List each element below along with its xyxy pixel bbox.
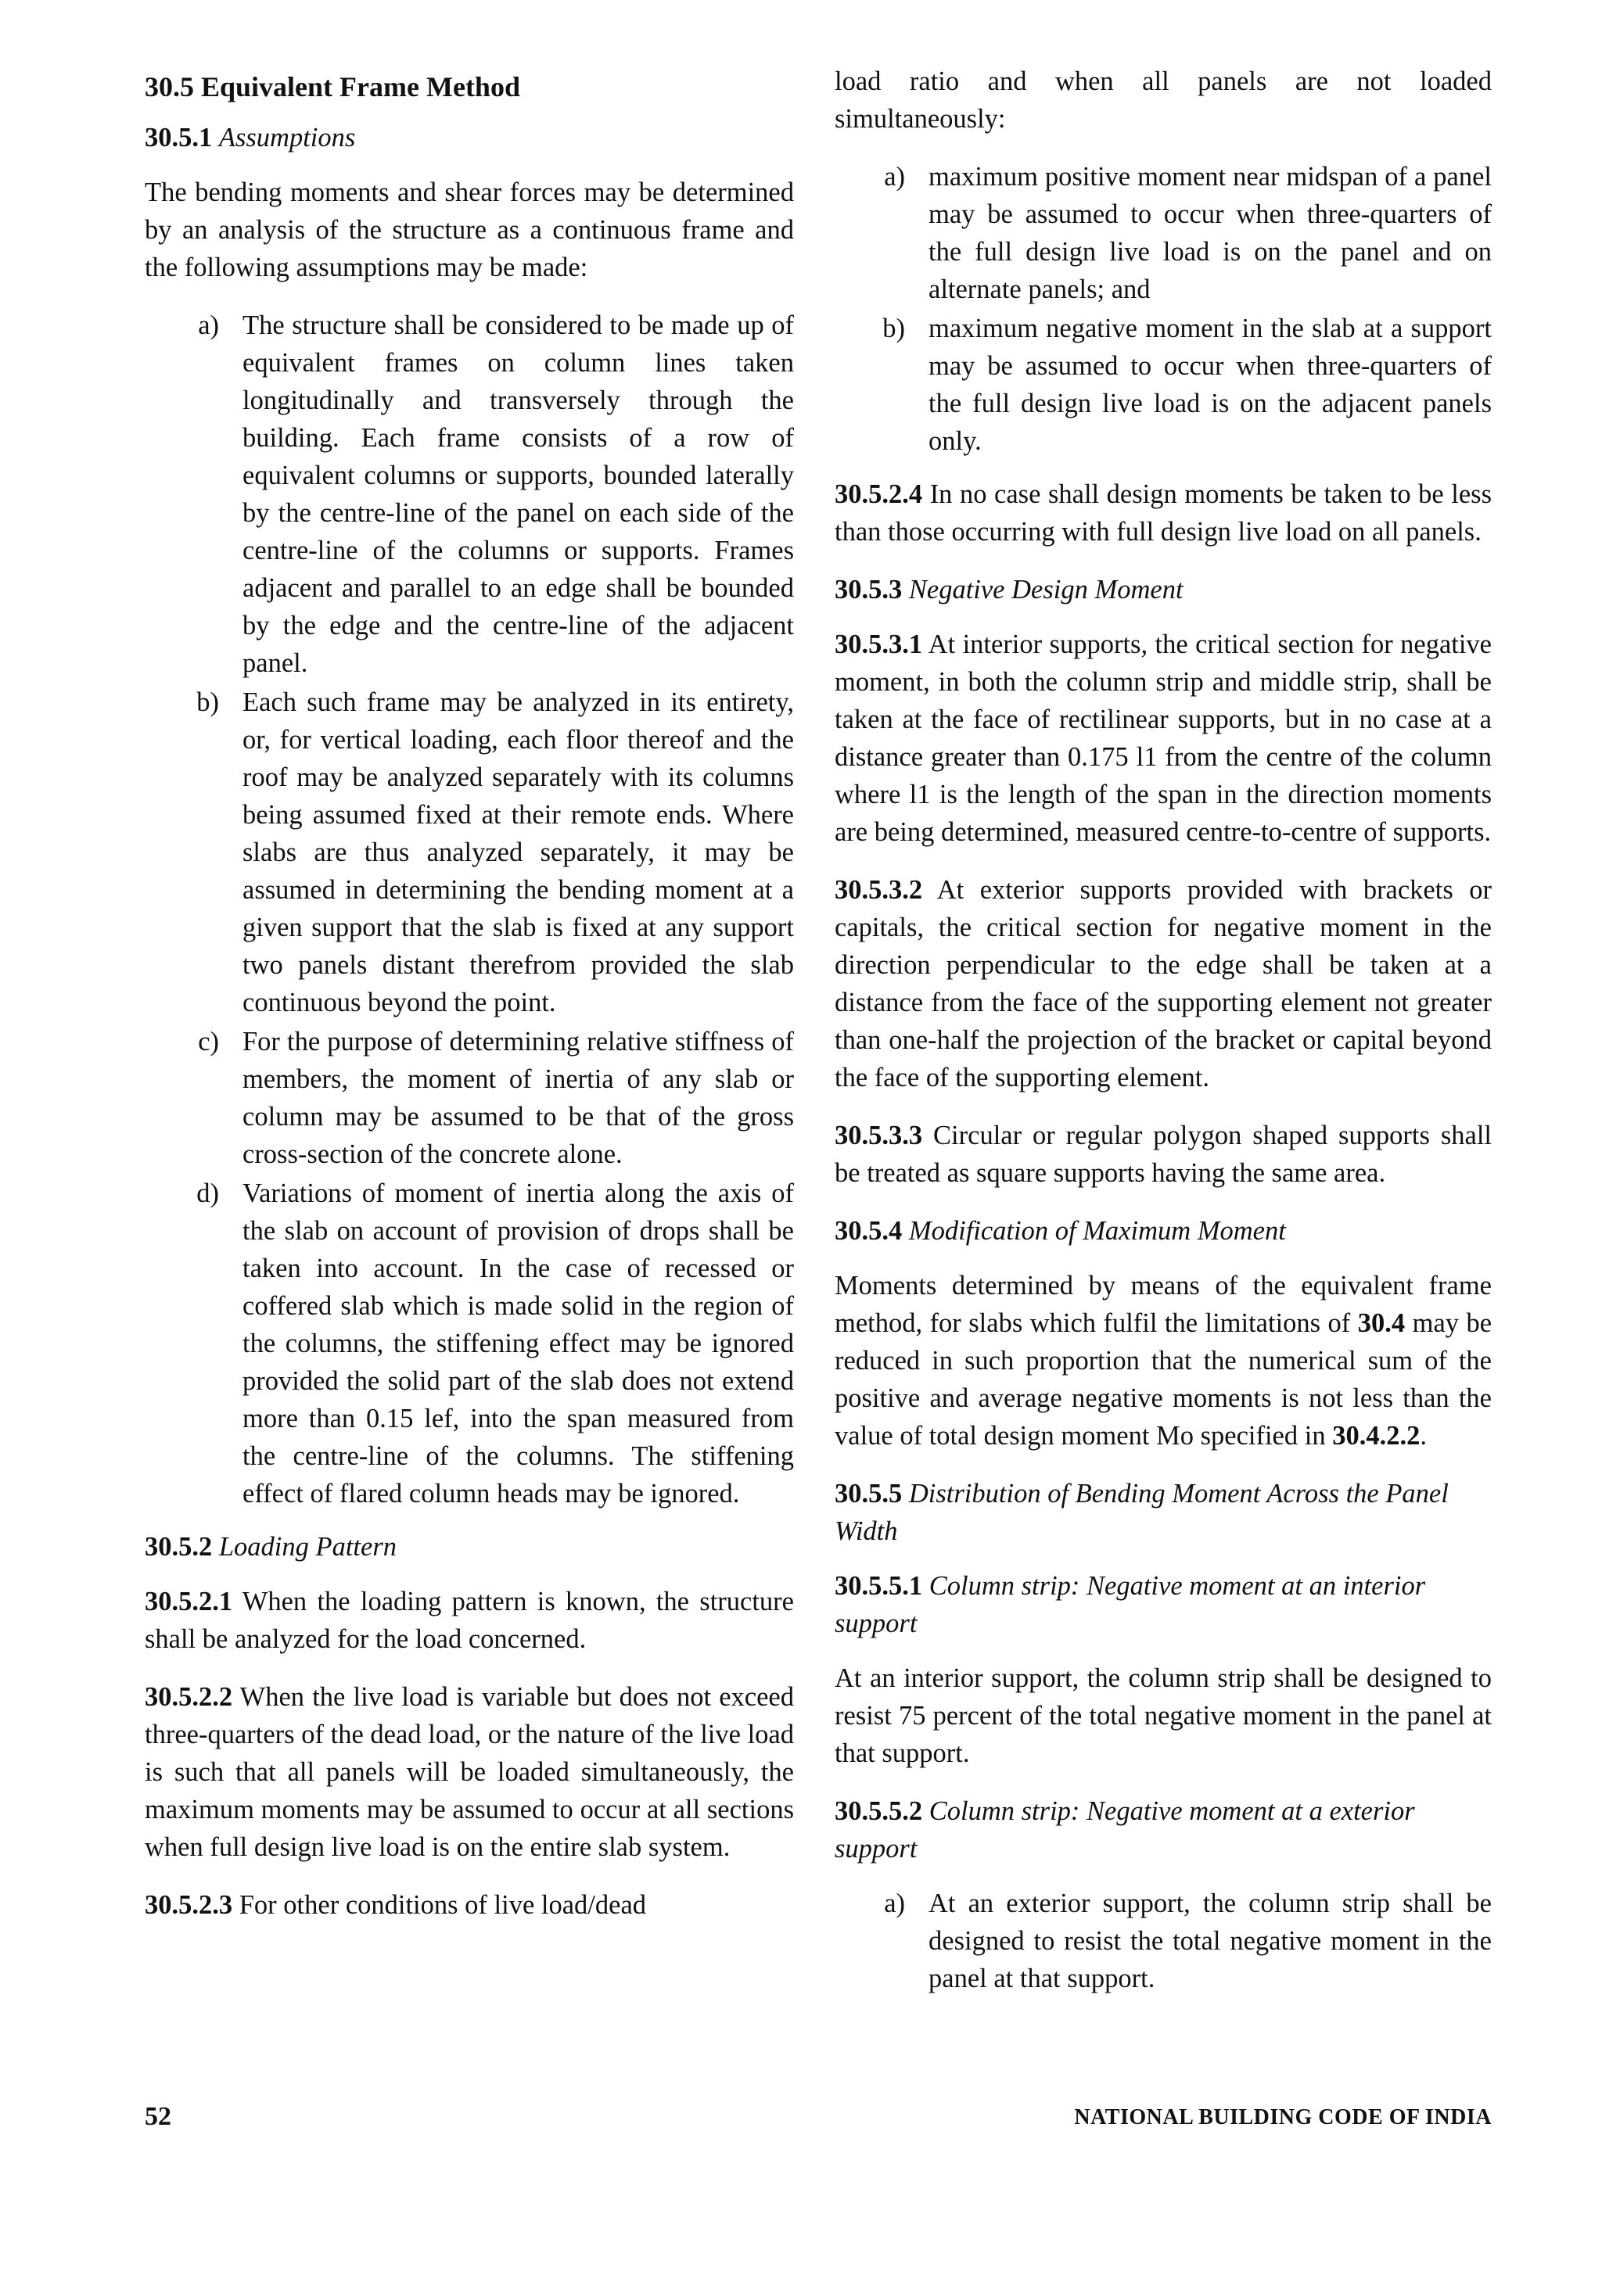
clause-number: 30.5.5.2 <box>835 1796 923 1826</box>
clause-title: Column strip: Negative moment at a exterior support <box>835 1796 1415 1864</box>
clause-30-5-5-1-text: At an interior support, the column strip shall be designed to resist 75 percent of the total negative moment in the panel at that support. <box>835 1663 1492 1768</box>
clause-number: 30.5.3.1 <box>835 630 923 659</box>
modification-heading <box>835 1212 1492 1250</box>
list-item <box>145 1023 794 1173</box>
clause-number: 30.5.5.1 <box>835 1571 923 1601</box>
assumptions-intro: The bending moments and shear forces may be determined by an analysis of the structure as a continuous frame and the following assumptions may be made: <box>145 178 794 282</box>
left-column <box>145 63 794 1944</box>
distribution-number: 30.5.5 <box>835 1479 903 1509</box>
list-label: a) <box>884 1889 905 1918</box>
clause-30-5-2-4 <box>835 475 1492 551</box>
negative-moment-title: Negative Design Moment <box>908 575 1184 604</box>
continued-text: load ratio and when all panels are not loaded simultaneously: <box>835 66 1492 134</box>
assumptions-heading <box>145 119 794 156</box>
list-item <box>835 1885 1492 1997</box>
clause-30-5-2-3 <box>145 1886 794 1924</box>
assumptions-list <box>145 307 794 1512</box>
page-number: 52 <box>145 2102 171 2131</box>
list-text: For the purpose of determining relative stiffness of members, the moment of inertia of any slab or column may be assumed to be that of the gross cross-section of the concrete alone. <box>242 1027 794 1169</box>
list-item <box>835 158 1492 308</box>
clause-text: Circular or regular polygon shaped supports shall be treated as square supports having the same area. <box>835 1121 1492 1188</box>
list-text: maximum negative moment in the slab at a support may be assumed to occur when three-quarters of the full design live load is on the adjacent panels only. <box>929 314 1492 456</box>
clause-number: 30.5.3.2 <box>835 875 923 905</box>
distribution-title: Distribution of Bending Moment Across the Panel Width <box>835 1479 1449 1546</box>
list-item <box>145 683 794 1021</box>
clause-number: 30.5.2.4 <box>835 479 923 509</box>
right-column <box>835 63 1492 2013</box>
clause-text: When the loading pattern is known, the structure shall be analyzed for the load concerned. <box>145 1587 794 1654</box>
list-label: a) <box>198 310 219 340</box>
list-text: The structure shall be considered to be made up of equivalent frames on column lines taken longitudinally and transversely through the building. Each frame consists of a row of equivalent columns or supports, bounded laterally by the centre-line of the panel on each side of the centre-line of the columns or supports. Frames adjacent and parallel to an edge shall be bounded by the edge and the centre-line of the adjacent panel. <box>242 310 794 678</box>
loading-number: 30.5.2 <box>145 1532 213 1562</box>
clause-number: 30.5.2.3 <box>145 1890 233 1920</box>
list-text: Variations of moment of inertia along the axis of the slab on account of provision of drops shall be taken into account. In the case of recessed or coffered slab which is made solid in the region of the columns, the stiffening effect may be ignored provided the solid part of the slab does not extend more than 0.15 lef, into the span measured from the centre-line of the columns. The stiffening effect of flared column heads may be ignored. <box>242 1178 794 1509</box>
list-text: maximum positive moment near midspan of a panel may be assumed to occur when three-quarters of the full design live load is on the panel and on alternate panels; and <box>929 162 1492 304</box>
clause-number: 30.5.2.1 <box>145 1587 233 1616</box>
loading-title: Loading Pattern <box>218 1532 397 1562</box>
page-footer <box>145 2102 1492 2149</box>
list-label: d) <box>196 1178 219 1208</box>
negative-moment-heading <box>835 571 1492 608</box>
list-item <box>145 307 794 682</box>
clause-30-5-2-2 <box>145 1678 794 1866</box>
footer-title: NATIONAL BUILDING CODE OF INDIA <box>1074 2105 1492 2129</box>
clause-text: When the live load is variable but does not exceed three-quarters of the dead load, or the nature of the live load is such that all panels will be loaded simultaneously, the maximum moments may be assumed to occur at all sections when full design live load is on the entire slab system. <box>145 1682 794 1862</box>
modification-text <box>835 1267 1492 1455</box>
list-label: b) <box>196 687 219 717</box>
section-heading: 30.5 Equivalent Frame Method <box>145 71 520 102</box>
assumptions-number: 30.5.1 <box>145 123 213 152</box>
modification-text-b: may be reduced in such proportion that the numerical sum of the positive and average negative moments is not less than the value of total design moment Mo specified in <box>835 1308 1492 1451</box>
clause-30-5-3-1 <box>835 626 1492 851</box>
list-text: Each such frame may be analyzed in its entirety, or, for vertical loading, each floor thereof and the roof may be analyzed separately with its columns being assumed fixed at their remote ends. Where slabs are thus analyzed separately, it may be assumed in determining the bending moment at a given support that the slab is fixed at any support two panels distant therefrom provided the slab continuous beyond the point. <box>242 687 794 1017</box>
list-item <box>145 1175 794 1512</box>
clause-30-5-2-1 <box>145 1583 794 1658</box>
modification-text-a: Moments determined by means of the equivalent frame method, for slabs which fulfil the limitations of <box>835 1271 1492 1338</box>
negative-moment-number: 30.5.3 <box>835 575 903 604</box>
list-text: At an exterior support, the column strip shall be designed to resist the total negative moment in the panel at that support. <box>929 1889 1492 1993</box>
list-item <box>835 310 1492 460</box>
reference-30-4-2-2: 30.4.2.2 <box>1332 1421 1421 1451</box>
reference-30-4: 30.4 <box>1357 1308 1406 1338</box>
modification-number: 30.5.4 <box>835 1216 903 1246</box>
clause-number: 30.5.2.2 <box>145 1682 233 1712</box>
load-ratio-list <box>835 158 1492 460</box>
loading-heading <box>145 1528 794 1566</box>
clause-text: At exterior supports provided with brackets or capitals, the critical section for negative moment in the direction perpendicular to the edge shall be taken at a distance from the face of the supporting element not greater than one-half the projection of the bracket or capital beyond the face of the supporting element. <box>835 875 1492 1092</box>
clause-number: 30.5.3.3 <box>835 1121 923 1150</box>
modification-text-c: . <box>1420 1421 1427 1451</box>
clause-30-5-3-3 <box>835 1117 1492 1192</box>
clause-title: Column strip: Negative moment at an interior support <box>835 1571 1426 1638</box>
clause-text: At interior supports, the critical section for negative moment, in both the column strip and middle strip, shall be taken at the face of rectilinear supports, but in no case at a distance greater than 0.175 l1 from the centre of the column where l1 is the length of the span in the direction moments are being determined, measured centre-to-centre of supports. <box>835 630 1492 847</box>
clause-30-5-3-2 <box>835 871 1492 1096</box>
exterior-support-list <box>835 1885 1492 1997</box>
clause-text: For other conditions of live load/dead <box>239 1890 647 1920</box>
clause-30-5-5-1-heading <box>835 1567 1492 1642</box>
list-label: a) <box>884 162 905 192</box>
assumptions-title: Assumptions <box>218 123 356 152</box>
distribution-heading <box>835 1475 1492 1550</box>
list-label: b) <box>882 314 905 343</box>
modification-title: Modification of Maximum Moment <box>908 1216 1286 1246</box>
list-label: c) <box>198 1027 219 1057</box>
clause-text: In no case shall design moments be taken to be less than those occurring with full design live load on all panels. <box>835 479 1492 547</box>
clause-30-5-5-2-heading <box>835 1792 1492 1867</box>
